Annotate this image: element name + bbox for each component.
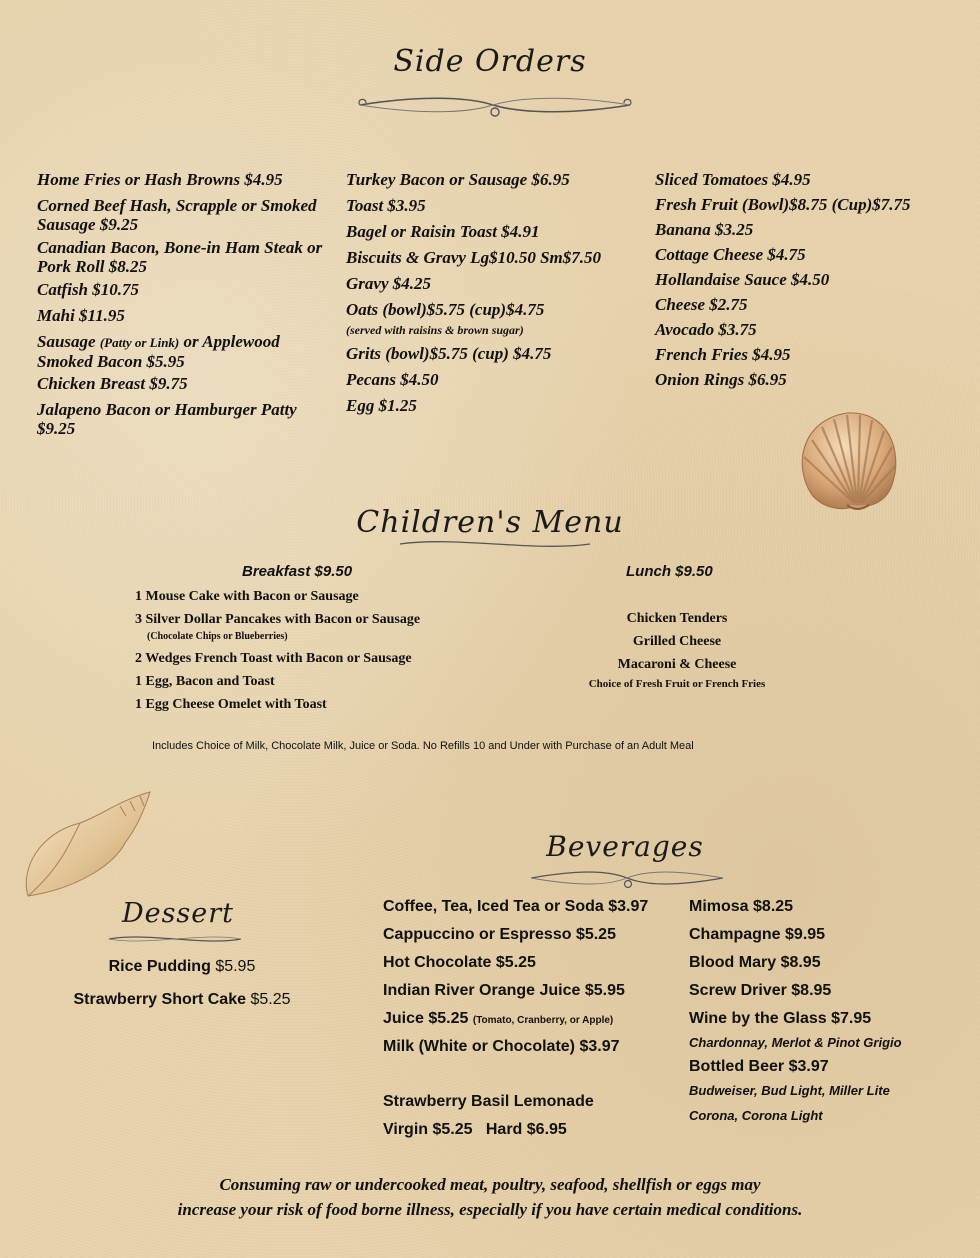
kids-lunch-note: Choice of Fresh Fruit or French Fries [588,678,766,690]
side-item: Sliced Tomatoes $4.95 [655,170,811,189]
kids-breakfast-item: 2 Wedges French Toast with Bacon or Sausage [135,651,412,666]
side-item-sausage [37,332,337,370]
beverage-item: Cappuccino or Espresso $5.25 [383,926,616,943]
side-item: Corned Beef Hash, Scrapple or Smoked Sausage $9.25 [37,196,317,234]
kids-breakfast-item: 1 Egg, Bacon and Toast [135,674,275,689]
dessert-title: Dessert [121,898,235,929]
side-item: Oats (bowl)$5.75 (cup)$4.75 [346,300,545,319]
side-item-note: (served with raisins & brown sugar) [346,323,524,337]
beverage-item: Indian River Orange Juice $5.95 [383,982,625,999]
side-item: French Fries $4.95 [655,345,791,364]
beer-note: Budweiser, Bud Light, Miller Lite [689,1083,890,1098]
conch-shell-icon [20,788,165,903]
beverage-item: Hot Chocolate $5.25 [383,954,536,971]
wine-note: Chardonnay, Merlot & Pinot Grigio [689,1035,902,1050]
side-item: Grits (bowl)$5.75 (cup) $4.75 [346,344,552,363]
side-orders-col1 [37,170,337,438]
kids-lunch-item: Chicken Tenders [626,611,728,626]
beverage-item: Mimosa $8.25 [689,898,794,915]
kids-breakfast-item: 1 Mouse Cake with Bacon or Sausage [135,589,359,604]
side-item: Onion Rings $6.95 [655,370,787,389]
lemonade-title: Strawberry Basil Lemonade [383,1093,594,1110]
side-item: Egg $1.25 [346,396,417,415]
dessert-item [0,991,364,1009]
kids-breakfast-list [135,589,555,714]
sausage-label: Sausage [37,332,96,351]
sausage-note: (Patty or Link) [99,335,180,350]
dessert-price: $5.95 [215,958,256,975]
side-item: Avocado $3.75 [655,320,757,339]
beverage-item: Wine by the Glass $7.95 [689,1010,872,1027]
side-item: Canadian Bacon, Bone-in Ham Steak or Pork Roll $8.25 [37,238,323,276]
side-orders-title: Side Orders [393,44,587,79]
beverages-col1 [383,898,683,1140]
scroll-ornament-icon [105,932,245,946]
beverage-item: Milk (White or Chocolate) $3.97 [383,1038,620,1055]
side-item: Catfish $10.75 [37,280,140,299]
disclaimer-line: increase your risk of food borne illness, especially if you have certain medical conditions. [177,1200,803,1219]
disclaimer [0,1172,980,1222]
scroll-ornament-icon [395,537,595,551]
dessert-item [0,958,364,976]
beverage-item: Bottled Beer $3.97 [689,1058,829,1075]
dessert-name: Rice Pudding [108,958,211,975]
kids-lunch-title: Lunch $9.50 [626,563,713,580]
side-item: Hollandaise Sauce $4.50 [655,270,830,289]
scroll-ornament-icon [527,868,727,890]
scallop-shell-icon [792,405,904,515]
dessert-price: $5.25 [250,991,291,1008]
side-item: Gravy $4.25 [346,274,431,293]
side-item: Cottage Cheese $4.75 [655,245,806,264]
childrens-menu-title: Children's Menu [356,505,624,540]
lemonade-prices: Virgin $5.25 Hard $6.95 [383,1121,567,1138]
kids-includes-note: Includes Choice of Milk, Chocolate Milk, Juice or Soda. No Refills 10 and Under with Purchase of an Adult Meal [152,740,694,752]
side-item: Chicken Breast $9.75 [37,374,188,393]
beverages-col2 [689,898,969,1125]
side-item: Banana $3.25 [655,220,754,239]
beverage-item: Champagne $9.95 [689,926,826,943]
kids-lunch-item: Grilled Cheese [632,634,722,649]
side-orders-col3 [655,170,955,389]
kids-breakfast-item: 3 Silver Dollar Pancakes with Bacon or Sausage [135,612,421,627]
side-item: Bagel or Raisin Toast $4.91 [346,222,540,241]
side-item: Turkey Bacon or Sausage $6.95 [346,170,570,189]
scroll-ornament-icon [355,92,635,118]
kids-breakfast-item: 1 Egg Cheese Omelet with Toast [135,697,327,712]
beverage-item: Coffee, Tea, Iced Tea or Soda $3.97 [383,898,649,915]
side-item: Jalapeno Bacon or Hamburger Patty $9.25 [37,400,297,438]
kids-breakfast-title: Breakfast $9.50 [242,563,353,580]
side-item: Pecans $4.50 [346,370,439,389]
beverage-item: Screw Driver $8.95 [689,982,832,999]
juice-note: (Tomato, Cranberry, or Apple) [472,1015,614,1026]
juice-label: Juice $5.25 [383,1010,469,1027]
kids-lunch-list [527,611,827,690]
side-item: Fresh Fruit (Bowl)$8.75 (Cup)$7.75 [655,195,911,214]
side-item: Cheese $2.75 [655,295,748,314]
side-item: Mahi $11.95 [37,306,125,325]
beer-note: Corona, Corona Light [689,1108,823,1123]
kids-breakfast-note: (Chocolate Chips or Blueberries) [147,631,288,642]
disclaimer-line: Consuming raw or undercooked meat, poultry, seafood, shellfish or eggs may [219,1175,761,1194]
kids-lunch-item: Macaroni & Cheese [617,657,737,672]
dessert-name: Strawberry Short Cake [73,991,246,1008]
side-orders-col2 [346,170,646,415]
side-item: Home Fries or Hash Browns $4.95 [37,170,283,189]
beverages-title: Beverages [546,830,704,863]
side-item: Toast $3.95 [346,196,426,215]
beverage-item: Blood Mary $8.95 [689,954,821,971]
side-item: Biscuits & Gravy Lg$10.50 Sm$7.50 [346,248,602,267]
sausage-rest: or Applewood Smoked Bacon $5.95 [37,332,280,371]
beverage-item-juice [383,1010,683,1029]
